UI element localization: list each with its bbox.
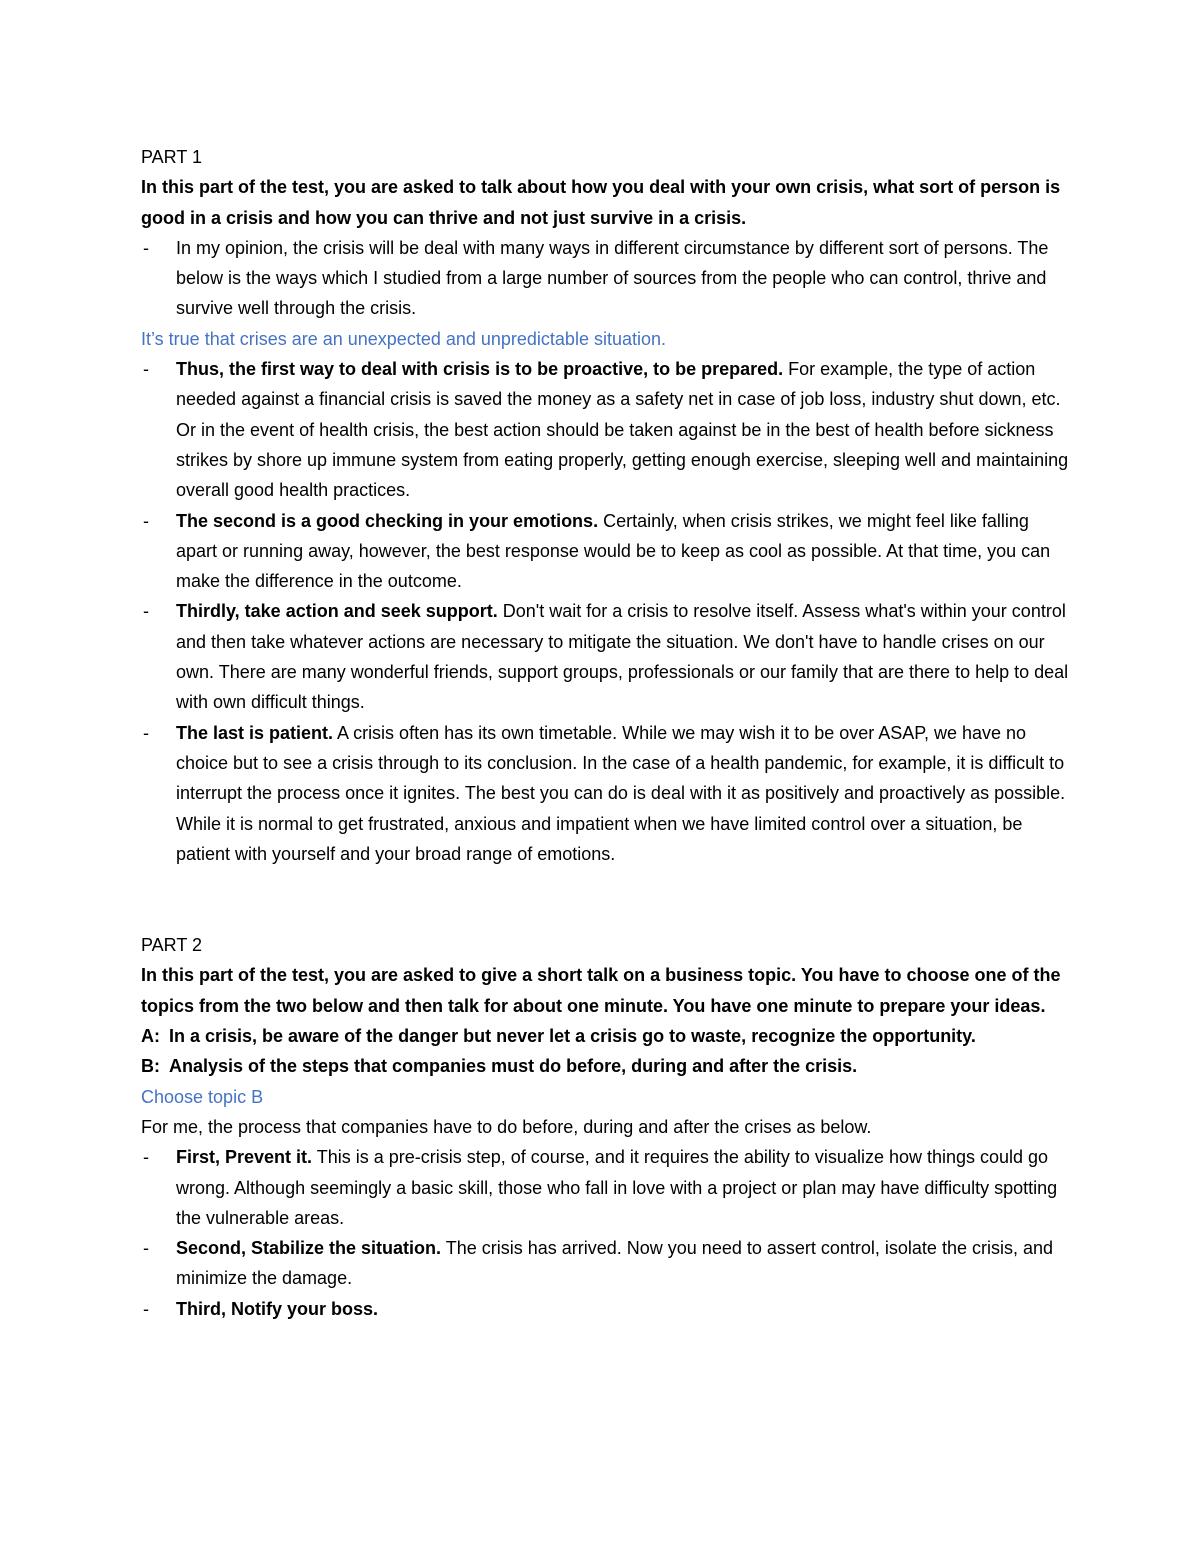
list-item — [141, 1142, 1071, 1233]
part-2-intro: For me, the process that companies have to do before, during and after the crises as below. — [141, 1116, 872, 1137]
list-item-text: This is a pre-crisis step, of course, and it requires the ability to visualize how things could go wrong. Although seemingly a basic skill, those who fall in love with a project or plan may have difficulty spotting the vulnerable areas. — [176, 1147, 1058, 1228]
part-1-note: It’s true that crises are an unexpected and unpredictable situation. — [141, 328, 666, 349]
topic-choice-b — [141, 1051, 1071, 1081]
document-body — [141, 142, 1071, 1324]
choice-letter: A: — [141, 1026, 160, 1047]
topic-choice-a — [141, 1021, 1071, 1051]
section-spacer — [141, 869, 1071, 930]
list-item-text: The crisis has arrived. Now you need to assert control, isolate the crisis, and minimize the damage. — [176, 1238, 1053, 1289]
list-item-lead: Second, Stabilize the situation. — [176, 1238, 442, 1259]
part-1-intro: - In my opinion, the crisis will be deal with many ways in different circumstance by different sort of persons. The below is the ways which I studied from a large number of sources from the people who can control, thrive and survive well through the crisis. — [141, 233, 1071, 324]
part-2-prompt: In this part of the test, you are asked to give a short talk on a business topic. You have to choose one of the topics from the two below and then talk for about one minute. You have one minute to prepare your ideas. — [141, 965, 1061, 1016]
part-2-list — [141, 1142, 1071, 1324]
list-item-text: Certainly, when crisis strikes, we might feel like falling apart or running away, however, the best response would be to keep as cool as possible. At that time, you can make the difference in the outcome. — [176, 510, 1051, 592]
list-item — [141, 506, 1071, 597]
list-item — [141, 718, 1071, 869]
part-1-section — [141, 142, 1071, 869]
list-item-lead: Thirdly, take action and seek support. — [176, 601, 498, 622]
part-1-prompt: In this part of the test, you are asked to talk about how you deal with your own crisis, what sort of person is good in a crisis and how you can thrive and not just survive in a crisis. — [141, 177, 1061, 228]
part-1-intro-list — [141, 233, 1071, 324]
part-1-heading: PART 1 — [141, 147, 203, 167]
choice-text: In a crisis, be aware of the danger but never let a crisis go to waste, recognize the opportunity. — [169, 1026, 976, 1047]
list-item-lead: Third, Notify your boss. — [176, 1298, 379, 1319]
choice-text: Analysis of the steps that companies must do before, during and after the crisis. — [169, 1056, 858, 1077]
list-item-lead: First, Prevent it. — [176, 1147, 313, 1168]
list-item-lead: Thus, the first way to deal with crisis is to be proactive, to be prepared. — [176, 359, 784, 380]
list-item-text: For example, the type of action needed against a financial crisis is saved the money as a safety net in case of job loss, industry shut down, etc. Or in the event of health crisis, the best action should be taken against be in the best of health before sickness strikes by shore up immune system from eating properly, getting enough exercise, sleeping well and maintaining overall good health practices. — [176, 359, 1069, 501]
part-1-list — [141, 354, 1071, 869]
list-item-lead: The last is patient. — [176, 722, 334, 743]
list-item — [141, 354, 1071, 505]
list-item — [141, 1233, 1071, 1294]
list-item-text: A crisis often has its own timetable. While we may wish it to be over ASAP, we have no choice but to see a crisis through to its conclusion. In the case of a health pandemic, for example, it is difficult to interrupt the process once it ignites. The best you can do is deal with it as positively and proactively as possible. While it is normal to get frustrated, anxious and impatient when we have limited control over a situation, be patient with yourself and your broad range of emotions. — [176, 722, 1066, 864]
list-item-lead: The second is a good checking in your emotions. — [176, 510, 599, 531]
list-item — [141, 1294, 1071, 1324]
choice-letter: B: — [141, 1056, 160, 1077]
list-item — [141, 596, 1071, 717]
list-item-text: Don't wait for a crisis to resolve itself. Assess what's within your control and then take whatever actions are necessary to mitigate the situation. We don't have to handle crises on our own. There are many wonderful friends, support groups, professionals or our family that are there to help to deal with own difficult things. — [176, 601, 1069, 713]
part-2-section — [141, 930, 1071, 1324]
part-2-note: Choose topic B — [141, 1086, 264, 1107]
part-2-heading: PART 2 — [141, 935, 203, 956]
